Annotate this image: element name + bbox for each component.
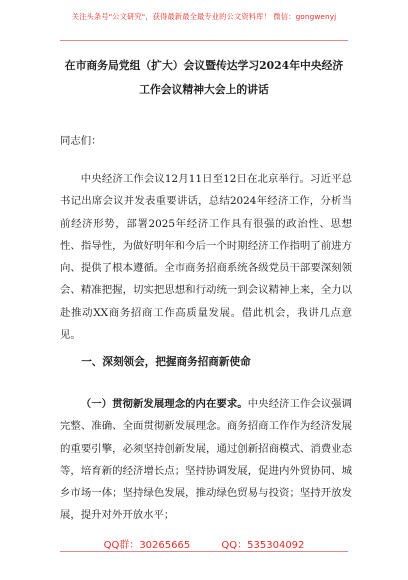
section-heading-1: 一、深刻领会，把握商务招商新使命 xyxy=(81,356,251,368)
paragraph-section1-item1 xyxy=(60,393,352,527)
header-banner: 关注头条号"公文研究"，获得最新最全最专业的公文资料库！ 微信：gongwenyj xyxy=(71,12,337,21)
title-line-1: 在市商务局党组（扩大）会议暨传达学习2024年中央经济 xyxy=(64,59,344,72)
salutation: 同志们： xyxy=(60,135,102,147)
paragraph-intro: 中央经济工作会议12月11日至12日在北京举行。习近平总书记出席会议并发表重要讲话，总结2024年经济工作，分析当前经济形势，部署2025年经济工作具有很强的政治性、思想性、指导性，为做好明年和今后一个时期经济工作指明了前进方向、提供了根本遵循。全市商务招商系统各级党员干部要深刻领会、精准把握，切实把思想和行动统一到会议精神上来，全力以赴推动XX商务招商工作高质量发展。借此机会，我讲几点意见。 xyxy=(60,173,352,342)
footer-contact xyxy=(0,536,408,551)
paragraph-body: 中央经济工作会议强调完整、准确、全面贯彻新发展理念。商务招商工作作为经济发展的重要引擎，必须坚持创新发展，通过创新招商模式、消费业态等，培育新的经济增长点；坚持协调发展，促进内外贸协同、城乡市场一体；坚持绿色发展，推动绿色贸易与投资；坚持开放发展，提升对外开放水平； xyxy=(60,398,353,522)
header-divider xyxy=(60,40,348,41)
footer-qq-number: QQ：535304092 xyxy=(221,540,305,551)
footer-qq-group: QQ群：30265665 xyxy=(103,540,191,551)
paragraph-lead: （一）贯彻新发展理念的内在要求。 xyxy=(80,398,248,410)
title-line-2: 工作会议精神大会上的讲话 xyxy=(139,83,269,96)
document-title xyxy=(40,54,368,102)
footer-divider xyxy=(60,551,348,552)
